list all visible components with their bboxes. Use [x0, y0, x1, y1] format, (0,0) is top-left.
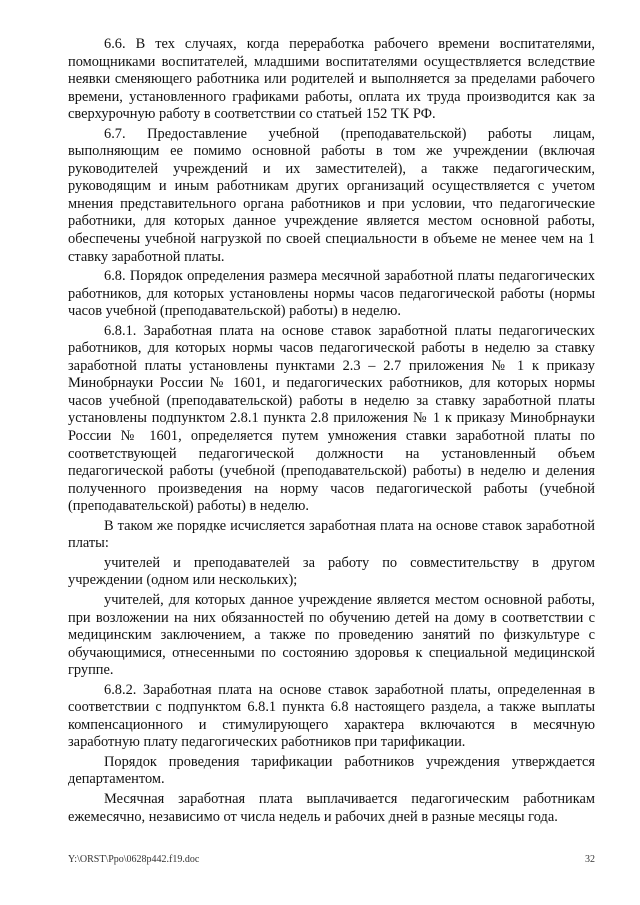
document-body	[68, 36, 595, 828]
paragraph-monthly-pay: Месячная заработная плата выплачивается педагогическим работникам ежемесячно, независимо от числа недель и рабочих дней в разные месяцы года.	[68, 790, 595, 825]
paragraph-6-8-2: 6.8.2. Заработная плата на основе ставок заработной платы, определенная в соответствии с подпунктом 6.8.1 пункта 6.8 настоящего раздела, а также выплаты компенсационного и стимулирующего характера включаются в месячную заработную плату педагогических работников при тарификации.	[68, 681, 595, 751]
paragraph-6-8: 6.8. Порядок определения размера месячной заработной платы педагогических работников, для которых установлены нормы часов педагогической работы (нормы часов учебной (преподавательской) работы) в неделю.	[68, 268, 595, 320]
paragraph-6-7: 6.7. Предоставление учебной (преподавательской) работы лицам, выполняющим ее помимо основной работы в том же учреждении (включая руководителей учреждений и их заместителей), а также педагогическим, руководящим и иным работникам других организаций осуществляется с учетом мнения представительного органа работников и при условии, что педагогические работники, для которых данное учреждение является местом основной работы, обеспечены учебной нагрузкой по своей специальности в объеме не менее чем на 1 ставку заработной платы.	[68, 125, 595, 265]
paragraph-teachers-home-schooling: учителей, для которых данное учреждение является местом основной работы, при возложении на них обязанностей по обучению детей на дому в соответствии с медицинским заключением, а также по проведению занятий по физкультуре с обучающимися, отнесенными по состоянию здоровья к специальной медицинской группе.	[68, 591, 595, 679]
footer-file-path: Y:\ORST\Ppo\0628p442.f19.doc	[68, 854, 200, 865]
paragraph-teachers-part-time: учителей и преподавателей за работу по совместительству в другом учреждении (одном или нескольких);	[68, 554, 595, 589]
page-number: 32	[585, 854, 595, 865]
paragraph-tariffication-order: Порядок проведения тарификации работников учреждения утверждается департаментом.	[68, 753, 595, 788]
paragraph-same-order: В таком же порядке исчисляется заработная плата на основе ставок заработной платы:	[68, 517, 595, 552]
page-footer	[68, 854, 595, 865]
paragraph-6-8-1: 6.8.1. Заработная плата на основе ставок заработной платы педагогических работников, для которых нормы часов педагогической работы в неделю за ставку заработной платы установлены пунктами 2.3 – 2.7 приложения № 1 к приказу Минобрнауки России № 1601, и педагогических работников, для которых нормы часов учебной (преподавательской) работы в неделю за ставку заработной платы установлены подпунктом 2.8.1 пункта 2.8 приложения № 1 к приказу Минобрнауки России № 1601, определяется путем умножения ставки заработной платы по соответствующей педагогической должности на установленный объем педагогической работы (учебной (преподавательской) работы) в неделю и деления полученного произведения на норму часов педагогической работы (учебной (преподавательской) работы) в неделю.	[68, 322, 595, 515]
paragraph-6-6: 6.6. В тех случаях, когда переработка рабочего времени воспитателями, помощниками воспитателей, младшими воспитателями осуществляется вследствие неявки сменяющего работника или родителей и выполняется за пределами рабочего времени, установленного графиками работы, оплата их труда производится как за сверхурочную работу в соответствии со статьей 152 ТК РФ.	[68, 36, 595, 123]
